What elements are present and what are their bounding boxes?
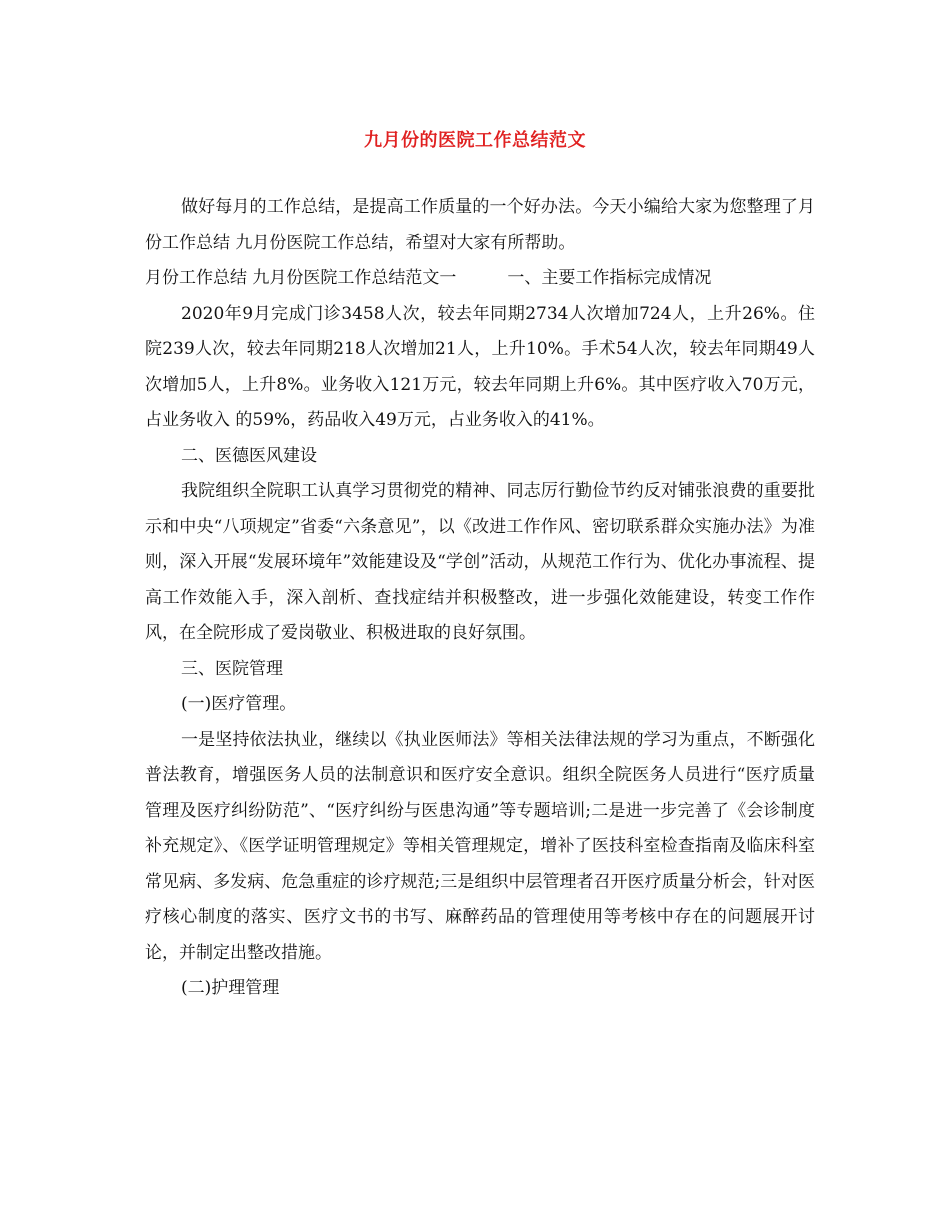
medical-management-paragraph: 一是坚持依法执业，继续以《执业医师法》等相关法律法规的学习为重点，不断强化普法教育，增强医务人员的法制意识和医疗安全意识。组织全院医务人员进行“医疗质量管理及医疗纠纷防范”、“医疗纠纷与医患沟通”等专题培训;二是进一步完善了《会诊制度补充规定》、《医学证明管理规定》等相关管理规定，增补了医技科室检查指南及临床科室常见病、多发病、危急重症的诊疗规范;三是组织中层管理者召开医疗质量分析会，针对医疗核心制度的落实、医疗文书的书写、麻醉药品的管理使用等考核中存在的问题展开讨论，并制定出整改措施。 — [145, 729, 815, 963]
section-heading-management: 三、医院管理 — [181, 658, 283, 679]
subsection-heading-medical: (一)医疗管理。 — [181, 694, 297, 714]
ethics-paragraph: 我院组织全院职工认真学习贯彻党的精神、同志厉行勤俭节约反对铺张浪费的重要批示和中央“八项规定”省委“六条意见”，以《改进工作作风、密切联系群众实施办法》为准则，深入开展“发展环境年”效能建设及“学创”活动，从规范工作行为、优化办事流程、提高工作效能入手，深入剖析、查找症结并积极整改，进一步强化效能建设，转变工作作风，在全院形成了爱岗敬业、积极进取的良好氛围。 — [145, 481, 815, 643]
section-heading-line: 月份工作总结 九月份医院工作总结范文一 一、主要工作指标完成情况 — [145, 268, 712, 288]
subsection-heading-nursing: (二)护理管理 — [181, 978, 280, 998]
document-body — [145, 190, 815, 1007]
statistics-paragraph: 2020年9月完成门诊3458人次，较去年同期2734人次增加724人，上升26%。住院239人次，较去年同期218人次增加21人，上升10%。手术54人次，较去年同期49人次增加5人，上升8%。业务收入121万元，较去年同期上升6%。其中医疗收入70万元，占业务收入 的59%，药品收入49万元，占业务收入的41%。 — [145, 303, 815, 430]
section-heading-ethics: 二、医德医风建设 — [181, 445, 317, 466]
intro-paragraph: 做好每月的工作总结，是提高工作质量的一个好办法。今天小编给大家为您整理了月份工作总结 九月份医院工作总结，希望对大家有所帮助。 — [145, 197, 815, 253]
document-title: 九月份的医院工作总结范文 — [364, 130, 586, 151]
